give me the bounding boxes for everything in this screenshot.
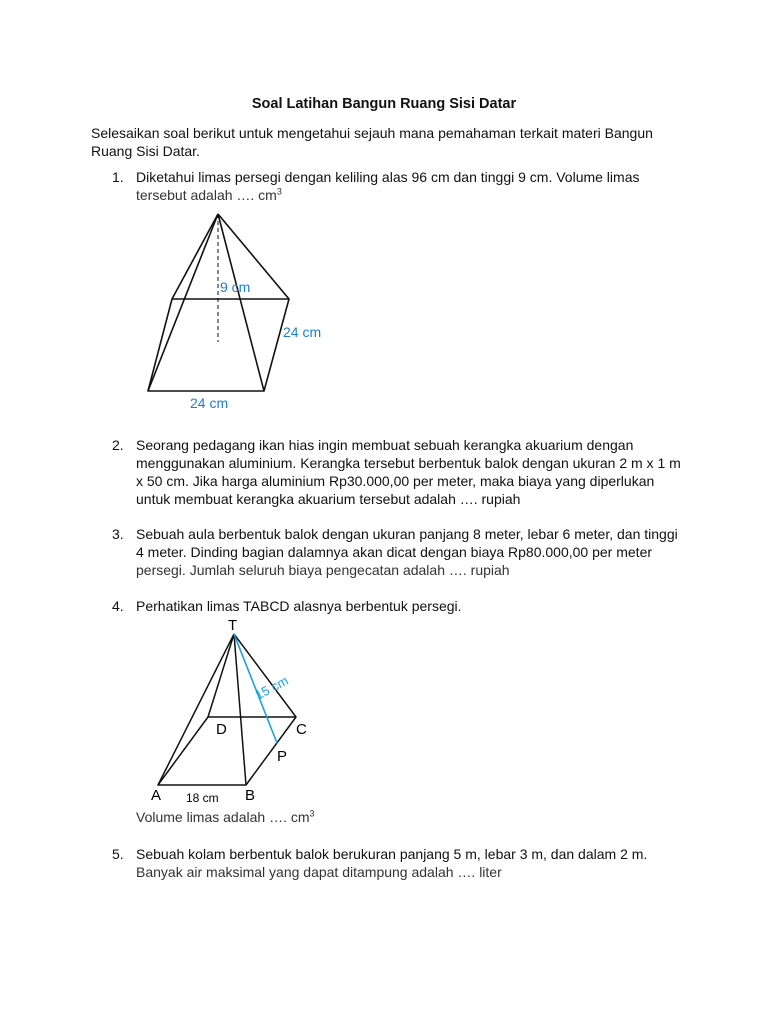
- question-3: [112, 525, 692, 579]
- slant-height-label: 15 cm: [252, 672, 291, 703]
- question-text: Volume limas adalah …. $cm^3$: [136, 808, 315, 825]
- question-number: 2.: [112, 437, 124, 453]
- edge-back-left: [172, 214, 218, 299]
- question-text: Sebuah kolam berbentuk balok berukuran panjang 5 m, lebar 3 m, dan dalam 2 m.: [136, 846, 648, 862]
- vertex-p-label: P: [277, 748, 288, 765]
- edge-ta: [158, 634, 234, 785]
- base-length-label: 18 cm: [186, 791, 219, 805]
- pyramid-tabcd-figure: [136, 614, 336, 810]
- question-text: 4 meter. Dinding bagian dalamnya akan dicat dengan biaya Rp80.000,00 per meter: [136, 544, 653, 560]
- question-number: 4.: [112, 598, 124, 614]
- question-number: 1.: [112, 169, 124, 185]
- question-1: [112, 168, 692, 204]
- question-text: persegi. Jumlah seluruh biaya pengecatan adalah …. rupiah: [136, 562, 510, 578]
- side-label: 24 cm: [283, 324, 322, 340]
- question-text: Perhatikan limas TABCD alasnya berbentuk persegi.: [136, 598, 462, 614]
- edge-front-left: [148, 214, 218, 391]
- intro-paragraph: Selesaikan soal berikut untuk mengetahui sejauh mana pemahaman terkait materi Bangun Ruang Sisi Datar.: [91, 125, 653, 159]
- vertex-t-label: T: [228, 617, 238, 634]
- vertex-b-label: B: [245, 787, 256, 804]
- base-label: 24 cm: [190, 395, 229, 411]
- question-text: Banyak air maksimal yang dapat ditampung adalah …. liter: [136, 864, 502, 880]
- edge-tc: [234, 634, 296, 717]
- question-text: menggunakan aluminium. Kerangka tersebut berbentuk balok dengan ukuran 2 m x 1 m: [136, 455, 681, 471]
- edge-tb: [234, 634, 246, 785]
- question-number: 5.: [112, 846, 124, 862]
- question-text: untuk membuat kerangka akuarium tersebut adalah …. rupiah: [136, 491, 521, 507]
- page-title: Soal Latihan Bangun Ruang Sisi Datar: [251, 96, 517, 112]
- question-number: 3.: [112, 526, 124, 542]
- question-text: x 50 cm. Jika harga aluminium Rp30.000,00 per meter, maka biaya yang diperlukan: [136, 473, 655, 489]
- height-label: 9 cm: [220, 279, 251, 295]
- pyramid-base: [158, 717, 296, 785]
- question-text: Sebuah aula berbentuk balok dengan ukuran panjang 8 meter, lebar 6 meter, dan tinggi: [136, 526, 678, 542]
- question-4: [112, 597, 692, 615]
- question-text: Seorang pedagang ikan hias ingin membuat sebuah kerangka akuarium dengan: [136, 437, 634, 453]
- vertex-a-label: A: [151, 787, 162, 804]
- edge-td: [208, 634, 234, 717]
- question-text: tersebut adalah …. $cm^3$: [136, 186, 282, 203]
- question-2: [112, 436, 692, 508]
- vertex-d-label: D: [216, 721, 227, 738]
- vertex-c-label: C: [296, 721, 307, 738]
- question-5: [112, 845, 692, 881]
- question-text: Diketahui limas persegi dengan keliling alas 96 cm dan tinggi 9 cm. Volume limas: [136, 169, 640, 185]
- square-pyramid-figure: [136, 206, 336, 416]
- question-4-answer-line: [112, 808, 692, 826]
